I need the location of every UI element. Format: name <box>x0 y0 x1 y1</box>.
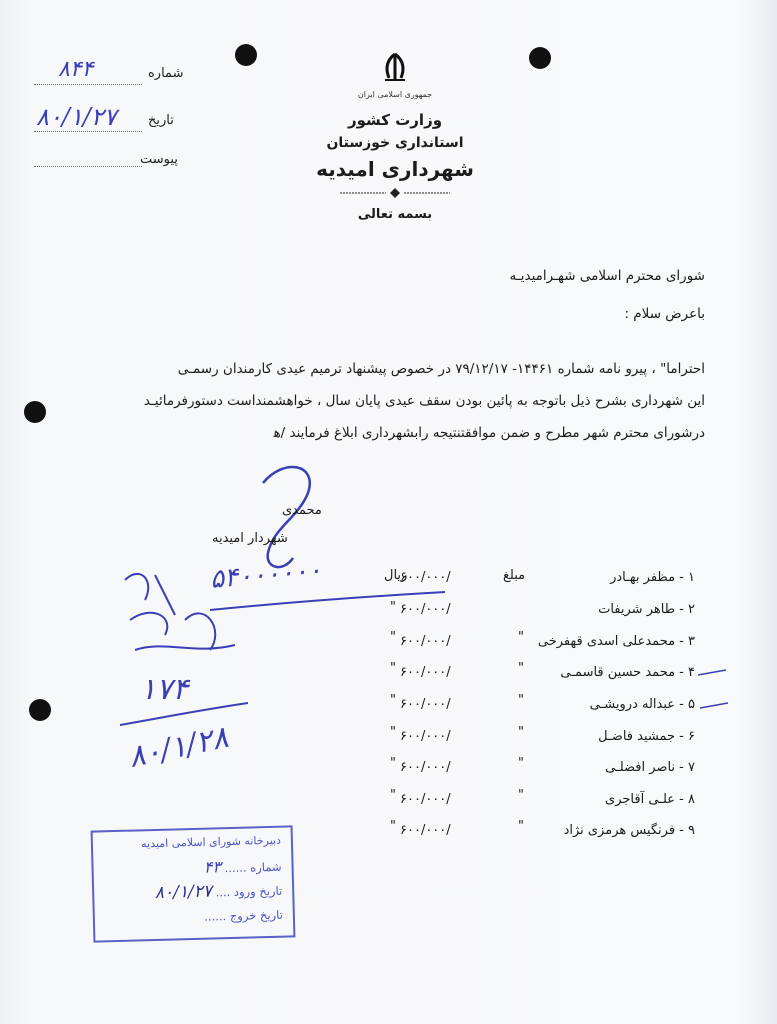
row-amount: ۶۰۰/۰۰۰/ <box>400 570 451 585</box>
ditto-mark: " <box>518 661 524 676</box>
signature-name: محمدی <box>282 503 322 518</box>
ditto-mark: " <box>518 725 524 740</box>
greeting-line: باعرض سلام : <box>624 306 705 322</box>
stamp-line-4: تاریخ خروج ...... <box>204 907 284 924</box>
attachment-label: پیوست <box>140 152 178 167</box>
paragraph-line-3: درشورای محترم شهر مطرح و ضمن موافقتنتیجه رابشهرداری ابلاغ فرمایند /ﻫ <box>273 425 705 441</box>
table-row: ۹ - فرنگیس هرمزی نژاد <box>563 823 695 838</box>
tick-mark-row-5 <box>700 700 730 712</box>
date-label: تاریخ <box>148 113 174 128</box>
governorate-title: استانداری خوزستان <box>326 135 464 151</box>
handwritten-margin-scribbles <box>115 560 255 670</box>
punch-hole-left-middle <box>24 401 46 423</box>
number-value: ۸۴۴ <box>58 57 94 82</box>
ditto-mark: " <box>390 661 396 676</box>
stamp-line-3: تاریخ ورود .... ۸۰/۱/۲۷ <box>154 881 283 903</box>
row-amount: ۶۰۰/۰۰۰/ <box>400 697 451 712</box>
ditto-mark: " <box>518 693 524 708</box>
amount-word: مبلغ <box>503 568 526 583</box>
ditto-mark: " <box>518 819 524 834</box>
date-dots <box>34 131 142 132</box>
table-row: ۲ - طاهر شریفات <box>598 602 695 617</box>
iran-emblem-icon <box>377 50 413 86</box>
attachment-dots <box>34 166 142 167</box>
row-amount: ۶۰۰/۰۰۰/ <box>400 792 451 807</box>
ditto-mark: " <box>518 630 524 645</box>
date-value: ۸۰/۱/۲۷ <box>36 103 117 131</box>
municipality-title: شهرداری امیدیه <box>316 157 474 181</box>
number-label: شماره <box>148 66 184 81</box>
table-row: ۳ - محمدعلی اسدی قهفرخی <box>537 634 695 649</box>
handwritten-note-2: ۸۰/۱/۲۸ <box>125 719 232 776</box>
row-amount: ۶۰۰/۰۰۰/ <box>400 665 451 680</box>
table-row: ۴ - محمد حسین قاسمـی <box>560 665 695 680</box>
ditto-mark: " <box>518 788 524 803</box>
table-row: ۶ - جمشید فاضـل <box>598 729 695 744</box>
stamp-line-2: شماره ...... ۴۳ <box>203 857 282 877</box>
ditto-mark: " <box>390 725 396 740</box>
punch-hole-left-lower <box>29 699 51 721</box>
letterhead <box>230 50 560 222</box>
registry-stamp <box>91 825 296 942</box>
ditto-mark: " <box>390 788 396 803</box>
number-dots <box>34 84 142 85</box>
row-amount: ۶۰۰/۰۰۰/ <box>400 823 451 838</box>
ditto-mark: " <box>390 630 396 645</box>
recipient-line: شورای محترم اسلامی شهـرامیدیـه <box>509 268 705 284</box>
row-amount: ۶۰۰/۰۰۰/ <box>400 602 451 617</box>
row-amount: ۶۰۰/۰۰۰/ <box>400 760 451 775</box>
note-underline-stroke <box>120 700 250 730</box>
tick-mark-row-4 <box>698 667 728 679</box>
table-row: ۱ - مظفر بهـادر <box>610 570 695 585</box>
ornament-divider <box>340 187 450 199</box>
ditto-mark: " <box>390 600 396 615</box>
ditto-mark: " <box>390 819 396 834</box>
ditto-mark: " <box>390 693 396 708</box>
table-row: ۷ - ناصر افضلـی <box>605 760 695 775</box>
stamp-line-1: دبیرخانه شورای اسلامی امیدیه <box>141 833 282 851</box>
row-amount: ۶۰۰/۰۰۰/ <box>400 634 451 649</box>
handwritten-note-1: ۱۷۴ <box>140 672 189 707</box>
emblem-caption: جمهوری اسلامی ایران <box>357 90 433 99</box>
table-row: ۸ - علـی آقاجری <box>605 792 695 807</box>
ditto-mark: " <box>518 756 524 771</box>
paragraph-line-2: این شهرداری بشرح ذیل باتوجه به پائین بودن سقف عیدی پایان سال ، خواهشمنداست دستورفرمائیـد <box>143 393 705 409</box>
paragraph-line-1: احتراما" ، پیرو نامه شماره ۱۴۴۶۱- ۷۹/۱۲/۱۷ در خصوص پیشنهاد ترمیم عیدی کارمندان رسمـی <box>177 361 705 377</box>
ministry-title: وزارت کشور <box>347 111 443 129</box>
signature-title: شهردار امیدیه <box>212 531 288 546</box>
handwritten-total: ۵۴۰۰۰۰۰۰ <box>208 555 323 595</box>
ditto-mark: " <box>390 756 396 771</box>
table-row: ۵ - عبداله درویشـی <box>589 697 695 712</box>
bismillah: بسمه تعالی <box>357 207 433 222</box>
row-amount: ۶۰۰/۰۰۰/ <box>400 729 451 744</box>
currency-label: ریال <box>384 568 408 583</box>
